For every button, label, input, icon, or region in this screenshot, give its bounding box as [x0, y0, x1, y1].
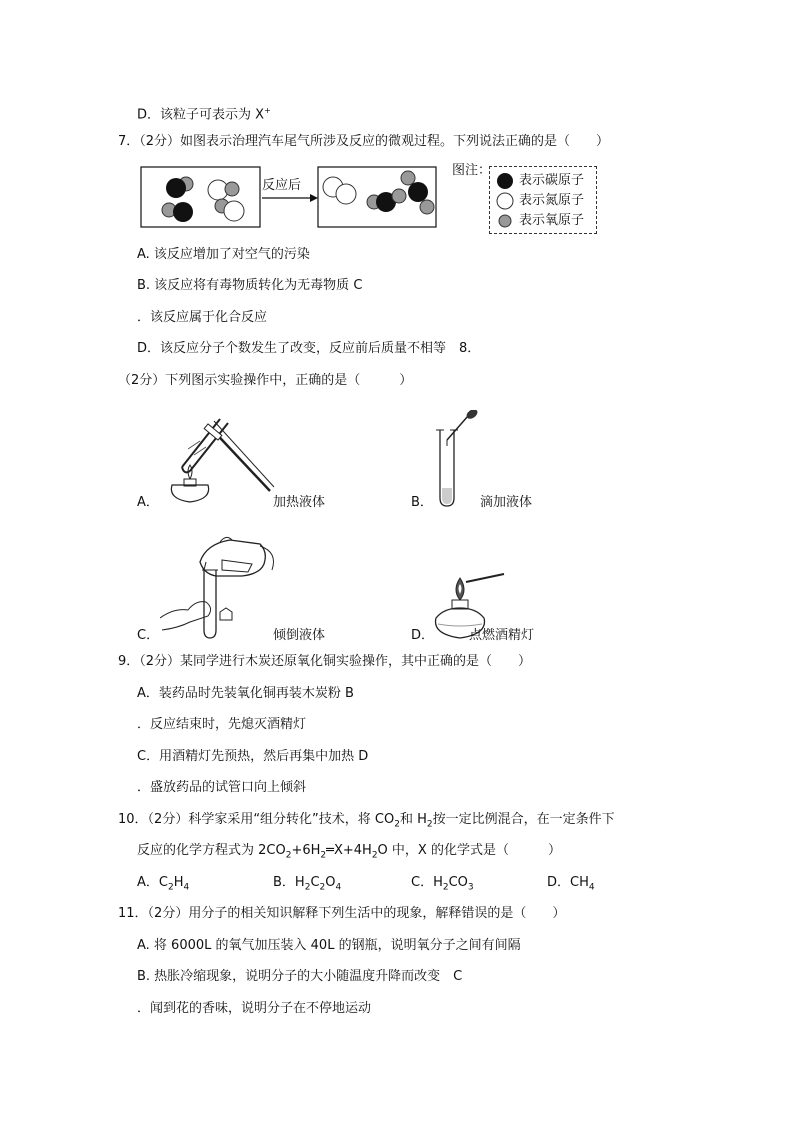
nitrogen-atom-icon — [497, 193, 513, 209]
q7-legend-oxygen: 表示氧原子 — [519, 213, 585, 228]
q8-option-d-letter: D． — [411, 628, 435, 643]
q7-stem: 7．（2分）如图表示治理汽车尾气所涉及反应的微观过程。下列说法正确的是（ ） — [118, 134, 610, 149]
q7-legend-title: 图注： — [452, 163, 492, 178]
q7-legend-symbols — [494, 170, 518, 232]
oxygen-atom — [420, 200, 434, 214]
q9-line-4: ．盛放药品的试管口向上倾斜 — [137, 780, 307, 795]
q10-option-d: D．$CH_4$ — [547, 875, 595, 893]
carbon-atom — [173, 202, 193, 222]
q8-stem: （2分）下列图示实验操作中，正确的是（ ） — [118, 373, 413, 388]
q10-stem: 10．（2分）科学家采用“组分转化”技术，将 $CO_2$和 $H_2$按一定比例混合，在一定条件下 — [118, 812, 615, 830]
nitrogen-atom — [224, 201, 244, 221]
q7-arrow-label: 反应后 — [262, 178, 302, 193]
oxygen-atom — [392, 189, 406, 203]
reaction-arrow-head — [310, 194, 318, 202]
q8-option-c-letter: C． — [137, 628, 160, 643]
nitrogen-atom — [336, 184, 356, 204]
carbon-atom — [408, 182, 428, 202]
q8-option-b-caption: 滴加液体 — [480, 495, 533, 510]
q10-equation-line: 反应的化学方程式为 $2CO_2+6H_2═X+4H_2O$ 中，X 的化学式是（ ） — [137, 843, 561, 861]
q10-option-b: B．$H_2C_2O_4$ — [273, 875, 342, 893]
carbon-atom-icon — [497, 173, 513, 189]
q7-option-a: A. 该反应增加了对空气的污染 — [137, 247, 310, 262]
q7-option-b: B. 该反应将有毒物质转化为无毒物质 C — [137, 278, 363, 293]
q9-line-2: ．反应结束时，先熄灭酒精灯 — [137, 717, 307, 732]
q11-option-c: ．闻到花的香味，说明分子在不停地运动 — [137, 1001, 372, 1016]
q8-option-a-caption: 加热液体 — [273, 495, 326, 510]
oxygen-atom-icon — [499, 215, 511, 227]
q8-option-a-letter: A． — [137, 495, 159, 510]
q9-line-3: C．用酒精灯先预热，然后再集中加热 D — [137, 749, 369, 764]
oxygen-atom — [401, 171, 415, 185]
q11-option-a: A. 将 6000L 的氧气加压装入 40L 的钢瓶，说明氧分子之间有间隔 — [137, 938, 521, 953]
q7-legend-nitrogen: 表示氮原子 — [519, 193, 585, 208]
q8-option-c-caption: 倾倒液体 — [273, 628, 326, 643]
q6-option-d: D．该粒子可表示为 X+ — [137, 106, 271, 123]
q7-reaction-diagram — [138, 162, 468, 234]
q10-option-c: C．$H_2CO_3$ — [411, 875, 474, 893]
q9-stem: 9．（2分）某同学进行木炭还原氧化铜实验操作，其中正确的是（ ） — [118, 654, 532, 669]
q7-option-d: D．该反应分子个数发生了改变，反应前后质量不相等 8． — [137, 341, 481, 356]
q9-line-1: A．装药品时先装氧化铜再装木炭粉 B — [137, 686, 354, 701]
q11-stem: 11．（2分）用分子的相关知识解释下列生活中的现象，解释错误的是（ ） — [118, 906, 566, 921]
q8-figure-pouring-liquid — [160, 530, 280, 642]
carbon-atom — [166, 178, 186, 198]
q8-option-b-letter: B． — [411, 495, 433, 510]
q8-figure-heating-liquid — [160, 405, 280, 510]
before-reaction-box — [141, 167, 260, 227]
oxygen-atom — [225, 182, 239, 196]
q8-option-d-caption: 点燃酒精灯 — [469, 628, 535, 643]
q11-option-b: B. 热胀冷缩现象，说明分子的大小随温度升降而改变 C — [137, 969, 463, 984]
q7-legend-carbon: 表示碳原子 — [519, 173, 585, 188]
q10-option-a: A．$C_2H_4$ — [137, 875, 190, 893]
q7-option-c: ．该反应属于化合反应 — [137, 310, 268, 325]
